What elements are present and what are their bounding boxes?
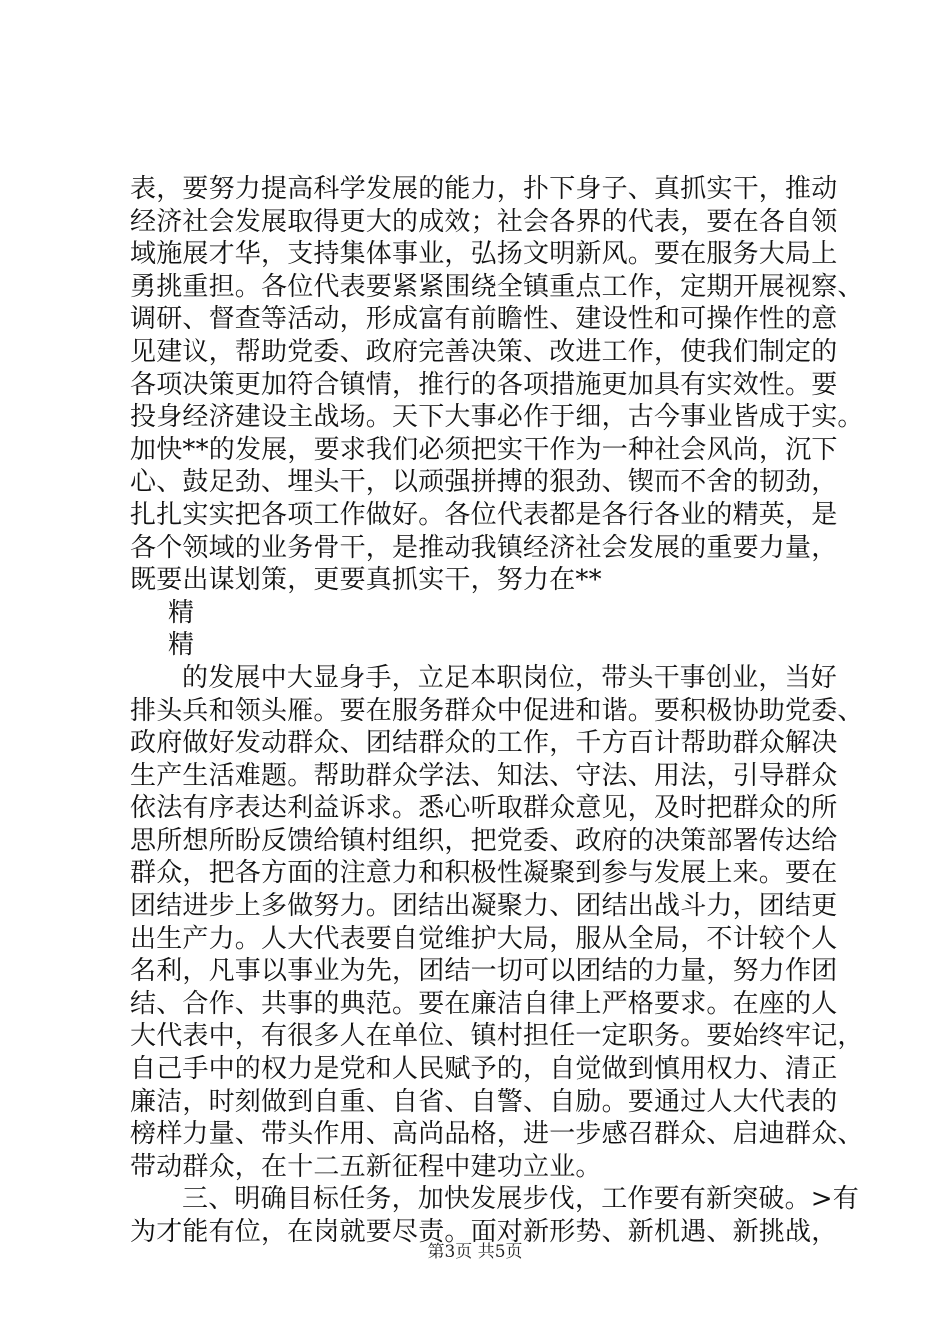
page-footer: 第3页 共5页	[427, 1242, 523, 1262]
text-line: 经济社会发展取得更大的成效；社会各界的代表，要在各自领	[130, 206, 838, 237]
text-line: 调研、督查等活动，形成富有前瞻性、建设性和可操作性的意	[130, 304, 838, 335]
text-line: 出生产力。人大代表要自觉维护大局，服从全局，不计较个人	[130, 923, 838, 954]
text-line: 既要出谋划策，更要真抓实干，努力在**	[130, 565, 602, 596]
watermark-mark: 精	[168, 597, 195, 628]
text-line: 结、合作、共事的典范。要在廉洁自律上严格要求。在座的人	[130, 988, 838, 1019]
paragraph-continued	[130, 173, 864, 1249]
text-line: 勇挑重担。各位代表要紧紧围绕全镇重点工作，定期开展视察、	[130, 271, 864, 302]
text-line: 思所想所盼反馈给镇村组织，把党委、政府的决策部署传达给	[130, 825, 838, 856]
text-line: 域施展才华，支持集体事业，弘扬文明新风。要在服务大局上	[130, 239, 838, 270]
text-line: 各项决策更加符合镇情，推行的各项措施更加具有实效性。要	[130, 369, 838, 400]
text-line: 群众，把各方面的注意力和积极性凝聚到参与发展上来。要在	[130, 858, 838, 889]
text-line: 心、鼓足劲、埋头干，以顽强拼搏的狠劲、锲而不舍的韧劲，	[130, 467, 838, 498]
text-line: 名利，凡事以事业为先，团结一切可以团结的力量，努力作团	[130, 956, 838, 987]
text-line: 带动群众，在十二五新征程中建功立业。	[130, 1151, 602, 1182]
section-heading-line: 三、明确目标任务，加快发展步伐，工作要有新突破。>有	[182, 1184, 859, 1215]
text-line: 排头兵和领头雁。要在服务群众中促进和谐。要积极协助党委、	[130, 695, 864, 726]
text-line: 加快**的发展，要求我们必须把实干作为一种社会风尚，沉下	[130, 434, 838, 465]
text-line: 廉洁，时刻做到自重、自省、自警、自励。要通过人大代表的	[130, 1086, 838, 1117]
paragraph-first-line: 的发展中大显身手，立足本职岗位，带头干事创业，当好	[182, 662, 838, 693]
text-line: 团结进步上多做努力。团结出凝聚力、团结出战斗力，团结更	[130, 891, 838, 922]
text-line: 政府做好发动群众、团结群众的工作，千方百计帮助群众解决	[130, 728, 838, 759]
text-line: 大代表中，有很多人在单位、镇村担任一定职务。要始终牢记，	[130, 1021, 864, 1052]
text-line: 榜样力量、带头作用、高尚品格，进一步感召群众、启迪群众、	[130, 1119, 864, 1150]
text-line: 为才能有位，在岗就要尽责。面对新形势、新机遇、新挑战，	[130, 1217, 838, 1247]
text-line: 各个领域的业务骨干，是推动我镇经济社会发展的重要力量，	[130, 532, 838, 563]
text-line: 表，要努力提高科学发展的能力，扑下身子、真抓实干，推动	[130, 174, 838, 204]
text-line: 依法有序表达利益诉求。悉心听取群众意见，及时把群众的所	[130, 793, 838, 824]
text-line: 投身经济建设主战场。天下大事必作于细，古今事业皆成于实。	[130, 402, 864, 433]
watermark-mark: 精	[168, 630, 195, 661]
text-line: 见建议，帮助党委、政府完善决策、改进工作，使我们制定的	[130, 336, 838, 367]
text-line: 自己手中的权力是党和人民赋予的，自觉做到慎用权力、清正	[130, 1054, 838, 1085]
text-line: 生产生活难题。帮助群众学法、知法、守法、用法，引导群众	[130, 760, 838, 791]
text-line: 扎扎实实把各项工作做好。各位代表都是各行各业的精英，是	[130, 499, 838, 530]
